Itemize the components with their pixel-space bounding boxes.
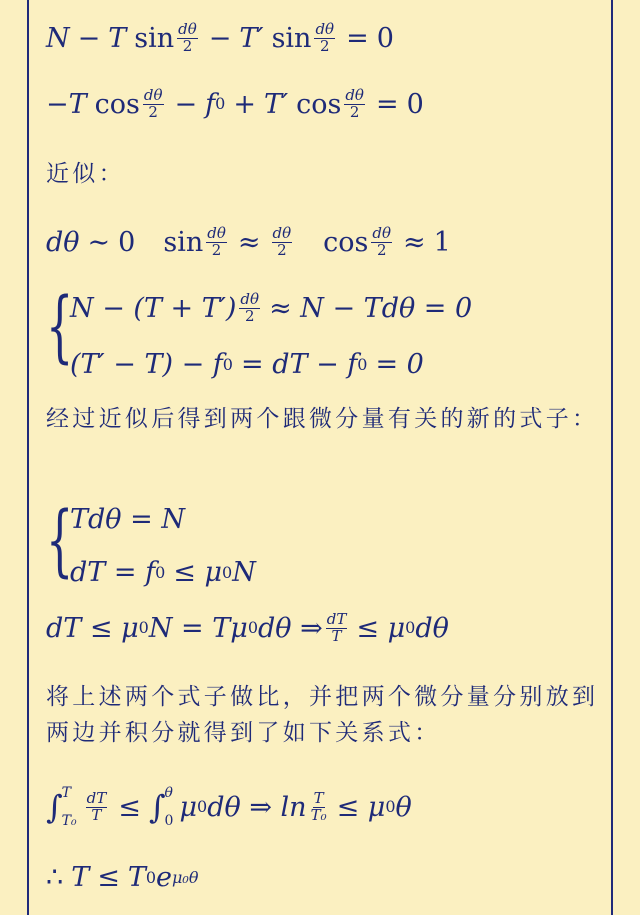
eq1-T: T (108, 22, 127, 54)
equation-1 (46, 22, 604, 55)
eq4-sub: 0 (222, 354, 233, 374)
eq5-line1-text: Tdθ = N (70, 504, 185, 535)
int1-upper: T (61, 785, 72, 801)
eq1-Tprime: T′ (239, 22, 264, 54)
eq4-frac (239, 292, 260, 325)
left-brace-icon: { (46, 282, 74, 372)
eq2-f: f (205, 88, 216, 120)
frac-denominator: T (331, 626, 342, 645)
equation-8 (46, 864, 604, 891)
eq7-frac1 (86, 788, 108, 824)
int2-lower: 0 (164, 813, 174, 829)
equation-3 (46, 226, 604, 259)
frac-numerator: dθ (315, 20, 335, 38)
eq2-f-sub: 0 (215, 94, 226, 114)
eq2-Tprime: T′ (263, 88, 289, 120)
frac-numerator: dT (86, 788, 107, 807)
eq6-b: N = Tμ (148, 612, 248, 644)
eq7-frac2 (310, 788, 328, 824)
eq3-sim: ∼ (87, 226, 111, 258)
eq6-frac (326, 612, 348, 645)
int1-lower: T₀ (61, 813, 77, 829)
equation-5-cases (46, 496, 604, 588)
eq2-frac (143, 88, 164, 121)
equation-2 (46, 88, 604, 121)
eq5-line2 (70, 559, 256, 586)
eq5-line1 (70, 506, 256, 533)
paragraph-1: 经过近似后得到两个跟微分量有关的新的式子： (46, 406, 599, 432)
frac-numerator: T (313, 788, 324, 807)
eq1-minus2: − (208, 22, 232, 54)
equation-7 (46, 786, 604, 828)
eq6-sub1: 0 (138, 618, 149, 638)
frac-numerator: dθ (272, 224, 292, 242)
eq2-plus: + (233, 88, 256, 120)
eq6-d: ≤ μ (356, 612, 406, 644)
eq7-sub: 0 (197, 797, 208, 816)
eq4-line2-b: = dT − f (240, 349, 358, 380)
eq1-frac (177, 22, 198, 55)
eq6-sub3: 0 (405, 618, 416, 638)
frac-denominator: 2 (376, 240, 387, 259)
eq5-sub: 0 (155, 562, 166, 582)
eq6-a: dT ≤ μ (46, 612, 139, 644)
eq8-leq: ≤ (97, 862, 120, 893)
frac-numerator: dθ (240, 290, 260, 308)
eq1-sin: sin (134, 22, 175, 54)
eq2-cos2: cos (296, 88, 342, 120)
eq8-exponent: μ₀θ (172, 867, 199, 887)
eq5-line2-b: ≤ μ (173, 557, 223, 588)
eq4-sub2: 0 (357, 354, 368, 374)
left-brace-icon: { (46, 496, 74, 586)
eq3-cos: cos (323, 226, 369, 258)
eq4-line1 (70, 292, 472, 325)
eq3-approx2: ≈ (403, 226, 426, 258)
integral-icon: ∫ (148, 788, 166, 826)
eq3-frac1 (206, 226, 227, 259)
therefore-icon: ∴ (46, 862, 64, 893)
eq6-e: dθ (415, 612, 449, 644)
eq1-N: N (46, 22, 70, 54)
frac-denominator: 2 (349, 102, 360, 121)
int2-limits (165, 786, 174, 828)
eq8-sub: 0 (145, 867, 157, 887)
eq4-line2 (70, 351, 472, 378)
eq7-d: dθ ⇒ ln (207, 791, 307, 823)
eq7-theta: θ (395, 791, 412, 823)
frac-denominator: 2 (244, 306, 255, 325)
equation-6 (46, 612, 604, 645)
eq6-c: dθ ⇒ (258, 612, 323, 644)
frac-denominator: T₀ (310, 805, 327, 824)
eq2-minus: − (174, 88, 198, 120)
frac-numerator: dθ (207, 224, 226, 242)
frac-numerator: dθ (345, 86, 364, 104)
frac-numerator: dθ (143, 86, 163, 104)
frac-numerator: dθ (372, 224, 392, 242)
frac-denominator: 2 (320, 36, 330, 55)
eq2-cos: cos (94, 88, 140, 120)
eq2-zero: 0 (406, 88, 424, 120)
eq7-sub2: 0 (385, 797, 396, 816)
eq5-line2-c: N (232, 557, 256, 588)
frac-denominator: 2 (211, 240, 222, 259)
eq8-e: e (156, 862, 173, 893)
eq4-line1-b: ≈ N − Tdθ = 0 (269, 292, 473, 324)
right-border (611, 0, 613, 915)
eq3-approx: ≈ (237, 226, 261, 258)
eq3-frac3 (371, 226, 392, 259)
frac-denominator: T (91, 805, 102, 824)
eq2-equals: = (375, 88, 399, 120)
int2-upper: θ (164, 785, 173, 801)
frac-denominator: 2 (148, 102, 158, 121)
eq1-equals: = (346, 22, 369, 54)
eq3-one: 1 (433, 226, 451, 258)
eq1-frac2 (314, 22, 335, 55)
eq1-zero: 0 (376, 22, 394, 54)
equation-4-cases (46, 282, 604, 380)
eq3-frac2 (272, 226, 293, 259)
eq7-mu: μ (179, 791, 198, 823)
paragraph-2: 将上述两个式子做比，并把两个微分量分别放到两边并积分就得到了如下关系式： (46, 684, 599, 746)
frac-numerator: dT (326, 610, 347, 628)
int1-limits (62, 786, 77, 828)
eq4-line2-c: = 0 (375, 349, 424, 380)
frac-denominator: 2 (182, 36, 193, 55)
eq3-dtheta: dθ (46, 226, 80, 258)
eq3-zero: 0 (118, 226, 136, 258)
frac-denominator: 2 (277, 240, 287, 259)
eq4-line2-a: (T′ − T) − f (70, 349, 223, 380)
label-approx: 近似： (46, 161, 125, 187)
eq1-sin2: sin (271, 22, 312, 54)
eq2-neg: − (46, 88, 69, 120)
frac-numerator: dθ (178, 20, 197, 38)
integral-icon: ∫ (46, 788, 63, 826)
left-border (27, 0, 29, 915)
eq5-sub2: 0 (222, 562, 233, 582)
eq4-line1-a: N − (T + T′) (70, 292, 237, 324)
eq7-leq2: ≤ μ (336, 791, 386, 823)
eq6-sub2: 0 (247, 618, 258, 638)
eq8-T: T (71, 862, 90, 893)
eq1-minus: − (77, 22, 101, 54)
eq3-sin: sin (163, 226, 204, 258)
eq2-T: T (68, 88, 87, 120)
eq8-T0: T (127, 862, 146, 893)
eq7-leq: ≤ (118, 791, 141, 823)
eq2-frac2 (344, 88, 365, 121)
eq5-line2-a: dT = f (70, 557, 156, 588)
